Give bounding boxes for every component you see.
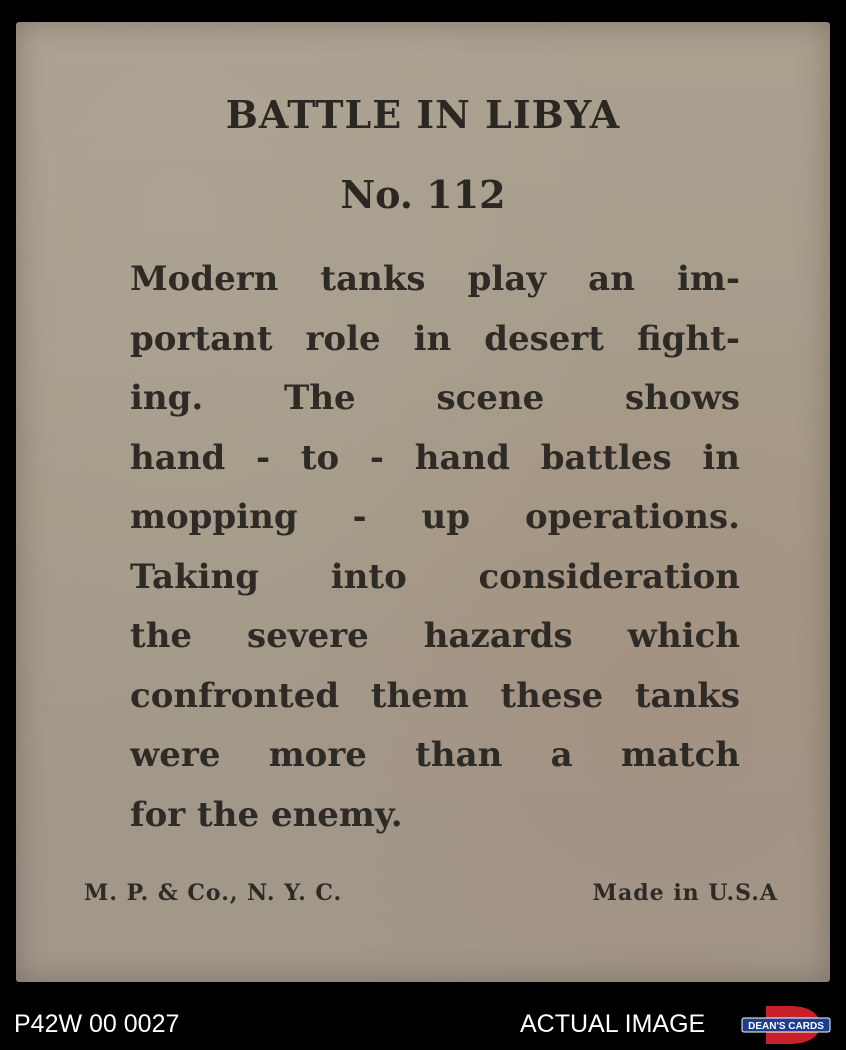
card-back — [16, 22, 830, 982]
deans-cards-logo — [740, 1004, 832, 1046]
description-line: hand - to - hand battles in — [130, 437, 740, 478]
description-line: confronted them these tanks — [130, 675, 740, 716]
description-line: Modern tanks play an im- — [130, 259, 740, 299]
actual-image-label: ACTUAL IMAGE — [520, 1010, 706, 1038]
description-line: mopping - up operations. — [130, 497, 740, 537]
card-number: No. 112 — [340, 172, 506, 217]
card-title: BATTLE IN LIBYA — [225, 92, 621, 137]
description-line: were more than a match — [130, 735, 740, 775]
origin-credit: Made in U.S.A — [592, 880, 778, 906]
description-line: ing. The scene shows — [130, 378, 740, 418]
description-line: portant role in desert fight- — [130, 318, 740, 359]
inventory-code: P42W 00 0027 — [14, 1010, 180, 1038]
footer-bar — [0, 1000, 846, 1050]
description-line: Taking into consideration — [130, 556, 740, 597]
description-line: for the enemy. — [130, 794, 403, 835]
card-description — [130, 250, 740, 845]
logo-text: DEAN'S CARDS — [748, 1021, 824, 1032]
description-line: the severe hazards which — [130, 616, 740, 656]
publisher-credit: M. P. & Co., N. Y. C. — [84, 880, 343, 906]
